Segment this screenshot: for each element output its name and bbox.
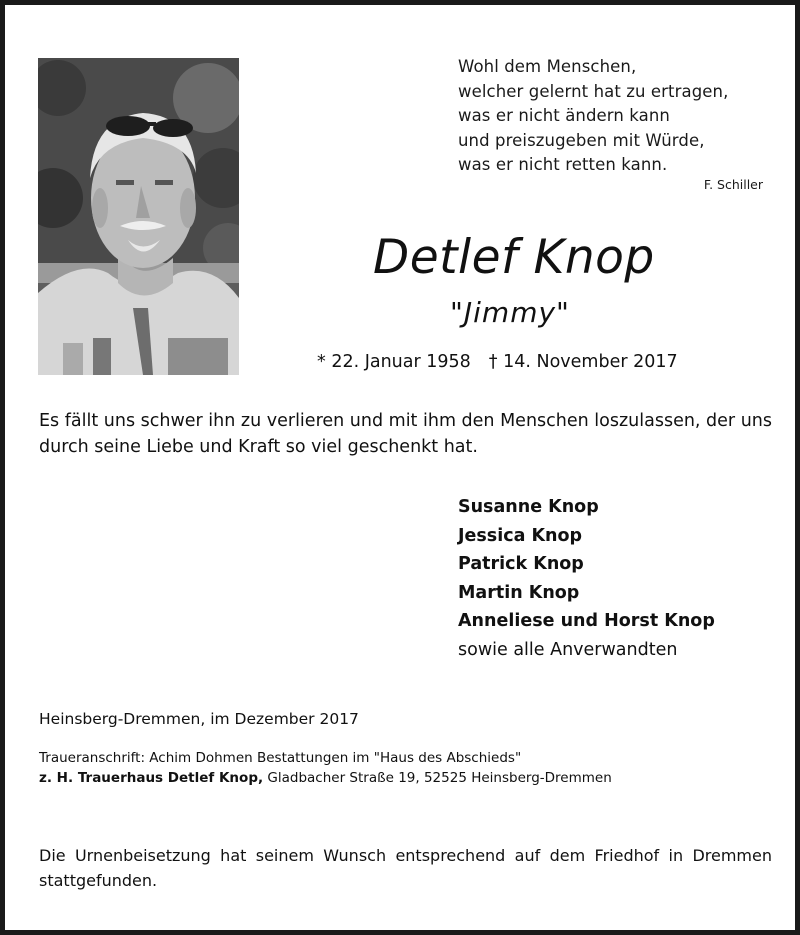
quote-line: Wohl dem Menschen, <box>458 57 637 76</box>
address-line-1: Traueranschrift: Achim Dohmen Bestattungen im "Haus des Abschieds" <box>39 750 522 766</box>
mourners-list <box>458 493 715 664</box>
life-dates <box>317 352 678 372</box>
burial-note: Die Urnenbeisetzung hat seinem Wunsch entsprechend auf dem Friedhof in Dremmen stattgefunden. <box>39 846 772 890</box>
mourner-name: Patrick Knop <box>458 554 584 574</box>
quote-block <box>458 55 778 178</box>
deceased-name: Detlef Knop <box>373 230 655 285</box>
mourner-name: Jessica Knop <box>458 525 583 546</box>
portrait-photo <box>38 58 239 375</box>
quote-line: welcher gelernt hat zu ertragen, <box>458 81 729 101</box>
mourner-name: Martin Knop <box>458 582 580 603</box>
mourner-name: Susanne Knop <box>458 497 599 517</box>
farewell-message: Es fällt uns schwer ihn zu verlieren und mit ihm den Menschen loszulassen, der uns durch seine Liebe und Kraft so viel geschenkt hat. <box>39 411 772 457</box>
address-line-2 <box>39 768 612 788</box>
mourning-address <box>39 748 612 788</box>
mourners-others: sowie alle Anverwandten <box>458 639 678 660</box>
quote-line: und preiszugeben mit Würde, <box>458 130 705 150</box>
place-date: Heinsberg-Dremmen, im Dezember 2017 <box>39 710 359 728</box>
quote-line: was er nicht ändern kann <box>458 106 670 125</box>
quote-author: F. Schiller <box>703 177 763 192</box>
deceased-nickname: "Jimmy" <box>450 296 570 329</box>
birth-date: * 22. Januar 1958 <box>317 352 471 372</box>
mourner-name: Anneliese und Horst Knop <box>458 611 715 631</box>
address-recipient: z. H. Trauerhaus Detlef Knop, <box>39 770 264 786</box>
quote-line: was er nicht retten kann. <box>458 155 668 174</box>
death-date: † 14. November 2017 <box>488 352 678 372</box>
address-street: Gladbacher Straße 19, 52525 Heinsberg-Dremmen <box>263 770 612 786</box>
